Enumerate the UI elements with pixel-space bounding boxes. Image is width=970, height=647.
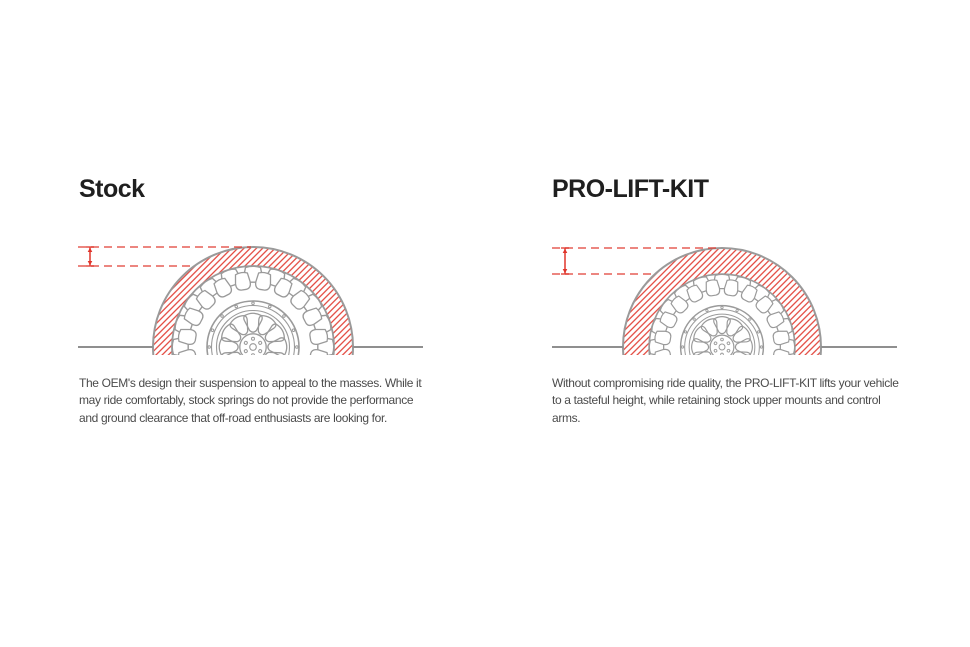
description-line: arms. bbox=[552, 410, 581, 425]
panel-stock-title: Stock bbox=[79, 175, 145, 203]
panel-stock bbox=[79, 176, 499, 476]
pro-lift-kit-suspension-diagram bbox=[535, 230, 925, 362]
description-line: Without compromising ride quality, the PRO-LIFT-KIT lifts your vehicle bbox=[552, 376, 899, 390]
description-line: may ride comfortably, stock springs do not provide the performance bbox=[79, 393, 414, 408]
panel-stock-description bbox=[79, 375, 421, 427]
stock-suspension-diagram bbox=[60, 230, 450, 362]
description-line: The OEM's design their suspension to appeal to the masses. While it bbox=[79, 376, 422, 390]
panel-pro-lift-kit-description bbox=[552, 375, 899, 427]
panel-pro-lift-kit bbox=[552, 176, 970, 476]
dimension-arrow-icon bbox=[86, 247, 94, 266]
dimension-arrow-icon bbox=[561, 248, 569, 274]
panel-pro-lift-kit-title: PRO-LIFT-KIT bbox=[552, 175, 709, 203]
description-line: and ground clearance that off-road enthusiasts are looking for. bbox=[79, 410, 387, 425]
description-line: to a tasteful height, while retaining stock upper mounts and control bbox=[552, 393, 881, 408]
